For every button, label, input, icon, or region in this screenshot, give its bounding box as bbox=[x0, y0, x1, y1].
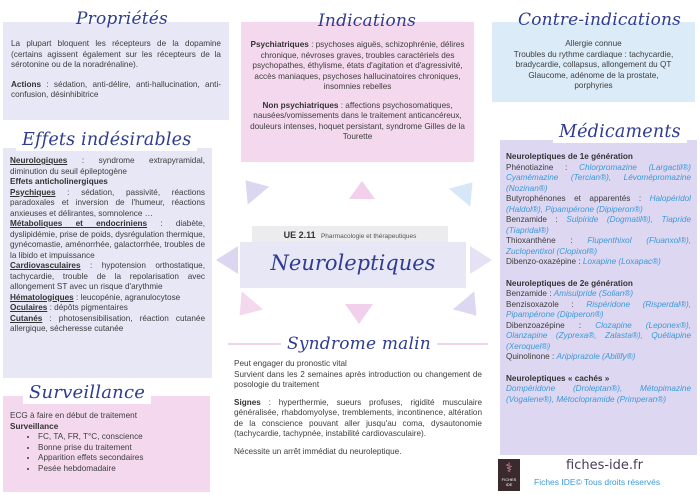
surveillance-title: Surveillance bbox=[23, 381, 151, 404]
syndrome-signes bbox=[234, 398, 482, 440]
butyro-label: Butyrophénones et apparentés : bbox=[506, 194, 650, 203]
indications-panel bbox=[241, 22, 474, 162]
footer-copyright: Fiches IDE© Tous droits réservés bbox=[534, 477, 661, 487]
gen2-title bbox=[506, 279, 691, 290]
caduceus-icon: ⚕ bbox=[505, 460, 513, 475]
actions-label: Actions bbox=[11, 79, 42, 89]
quino-label: Quinolinone : bbox=[506, 352, 557, 361]
center-title: Neuroleptiques bbox=[270, 251, 436, 275]
effets-title: Effets indésirables bbox=[16, 129, 197, 151]
list-item: • Bonne prise du traitement bbox=[38, 443, 203, 454]
contre-line: Glaucome, adénome de la prostate, bbox=[528, 70, 659, 80]
dibenzaz-label: Dibenzoazépine : bbox=[506, 320, 596, 330]
surveillance-panel bbox=[3, 396, 210, 492]
benzisox-drugs: Rispéridone (Risperdal®), Pipampérone (Dipiperon®) bbox=[506, 299, 691, 319]
effets-psy bbox=[10, 188, 205, 220]
med-butyro bbox=[506, 194, 691, 215]
caches-title-text: Neuroleptiques « cachés » bbox=[506, 373, 610, 383]
gen2-title-text: Neuroleptiques de 2e génération bbox=[506, 278, 633, 288]
effets-panel bbox=[3, 148, 212, 378]
gen1-title bbox=[506, 152, 691, 163]
signes-label: Signes bbox=[234, 397, 261, 407]
meta-label: Métaboliques et endocriniens bbox=[10, 219, 148, 228]
list-item: • FC, TA, FR, T°C, conscience bbox=[38, 432, 203, 443]
indications-psy bbox=[249, 40, 466, 93]
actions-text: : sédation, anti-délire, anti-hallucination, anti-confusion, désinhibitrice bbox=[11, 79, 221, 99]
psy-text: : psychoses aiguës, schizophrénie, délires chronique, névroses graves, troubles caractériels des psychopathes, éthylisme, états d'agitation et d'agressivité, accès maniaques, psychoses hallucinatoires chroniques, insomnies rebelles bbox=[252, 40, 465, 91]
neuro-text: : syndrome extrapyramidal, diminution du seuil épileptogène bbox=[10, 156, 205, 176]
medicaments-title: Médicaments bbox=[553, 121, 687, 143]
arrow-up-left-icon bbox=[235, 171, 269, 204]
logo bbox=[498, 459, 520, 491]
list-item: • Apparition effets secondaires bbox=[38, 453, 203, 464]
dibenzaz-drugs: Clozapine (Leponex®), Olanzapine (Zyprexa®, Zalasta®), Quétiapine (Xeroquel®) bbox=[506, 320, 691, 351]
contre-line: Troubles du rythme cardiaque : tachycardie, bradycardie, collapsus, allongement du QT bbox=[513, 49, 674, 69]
effets-ocul bbox=[10, 303, 205, 314]
ue-label: UE 2.11 bbox=[283, 230, 316, 240]
syndrome-panel bbox=[228, 343, 488, 495]
neuro-label: Neurologiques bbox=[10, 156, 68, 165]
cardio-text: : hypotension orthostatique, tachycardie, trouble de la repolarisation avec allongement ST avec un risque d'arythmie bbox=[10, 261, 205, 291]
dibenzo-drugs: Loxapine (Loxapac®) bbox=[582, 257, 661, 266]
effets-meta bbox=[10, 219, 205, 261]
benz2-label: Benzamide : bbox=[506, 289, 554, 298]
psy-label: Psychiatriques bbox=[250, 40, 309, 49]
arrow-down-icon bbox=[345, 304, 373, 324]
ocul-label: Oculaires bbox=[10, 303, 48, 312]
list-item: • Pesée hebdomadaire bbox=[38, 464, 203, 475]
benzamide-drugs: Sulpiride (Dogmatil®), Tiapride (Tiapridal®) bbox=[506, 215, 691, 235]
med-quino bbox=[506, 352, 691, 363]
cardio-label: Cardiovasculaires bbox=[10, 261, 81, 270]
meta-text: : diabète, dyslipidémie, prise de poids, dysrégulation thermique, gynécomastie, aménorrhée, galactorrhée, troubles de la libido et impuissance bbox=[10, 219, 205, 260]
gen1-title-text: Neuroleptiques de 1e génération bbox=[506, 152, 633, 161]
nonpsy-label: Non psychiatriques bbox=[262, 100, 339, 110]
med-benzamide bbox=[506, 215, 691, 236]
hemato-label: Hématologiques bbox=[10, 292, 74, 302]
cut-text: : photosensibilisation, réaction cutanée allergique, sécheresse cutanée bbox=[10, 313, 205, 333]
surveillance-text: ECG à faire en début de traitement bbox=[10, 411, 137, 420]
hemato-text: : leucopénie, agranulocytose bbox=[73, 292, 181, 302]
effets-neuro bbox=[10, 156, 205, 177]
proprietes-text: La plupart bloquent les récepteurs de la dopamine (certains agissent également sur les récepteurs de la sérotonine ou de la noradrénaline). bbox=[11, 39, 221, 69]
butyro-drugs: Halopéridol (Haldol®), Pipampérone (Dipiperon®) bbox=[506, 194, 691, 214]
proprietes-panel bbox=[3, 22, 229, 120]
ocul-text: : dépôts pigmentaires bbox=[47, 303, 128, 312]
effets-cardio bbox=[10, 261, 205, 293]
arrow-up-right-icon bbox=[449, 173, 483, 206]
effets-cut bbox=[10, 314, 205, 335]
effets-anticho bbox=[10, 177, 205, 188]
anticho-label: Effets anticholinergiques bbox=[10, 177, 108, 186]
ue-sub: Pharmacologie et thérapeutiques bbox=[320, 233, 417, 240]
caches-drugs: Dompéridone (Droleptan®), Métopimazine (Vogalene®), Métoclopramide (Primperan®) bbox=[506, 384, 691, 404]
arrow-down-right-icon bbox=[453, 291, 487, 324]
proprietes-actions bbox=[11, 80, 221, 101]
med-benz2 bbox=[506, 289, 691, 300]
med-thiox bbox=[506, 236, 691, 257]
med-caches bbox=[506, 384, 691, 405]
proprietes-title: Propriétés bbox=[76, 9, 168, 29]
indications-nonpsy bbox=[249, 101, 466, 143]
contre-line: Allergie connue bbox=[565, 39, 622, 48]
logo-text: FICHES IDE bbox=[501, 477, 517, 487]
benz2-drugs: Amisulpride (Solian®) bbox=[553, 289, 634, 298]
contre-line: porphyries bbox=[574, 81, 613, 90]
contre-panel bbox=[492, 22, 695, 102]
cut-label: Cutanés bbox=[10, 313, 43, 323]
syndrome-text: Peut engager du pronostic vital bbox=[234, 359, 347, 368]
nonpsy-text: : affections psychosomatiques, nausées/vomissements dans le traitement anticancéreux, douleurs intenses, hoquet persistant, syndrome Gilles de la Tourette bbox=[250, 100, 465, 141]
footer-site[interactable]: fiches-ide.fr bbox=[566, 458, 643, 473]
phenotiazine-label: Phénotiazine : bbox=[506, 162, 580, 172]
dibenzo-label: Dibenzo-oxazépine : bbox=[506, 257, 583, 266]
syndrome-conclusion: Nécessite un arrêt immédiat du neuroleptique. bbox=[234, 446, 402, 456]
benzamide-label: Benzamide : bbox=[506, 215, 567, 224]
effets-hemato bbox=[10, 293, 205, 304]
arrow-down-left-icon bbox=[229, 291, 263, 324]
thiox-drugs: Flupenthixol (Fluanxol®), Zuclopentixol (Clopixol®) bbox=[506, 236, 691, 256]
syndrome-text: Survient dans les 2 semaines après introduction ou changement de posologie du traitement bbox=[234, 369, 482, 389]
surveillance-label bbox=[10, 422, 203, 433]
psy-effets-label: Psychiques bbox=[10, 187, 56, 197]
med-phenotiazine bbox=[506, 163, 691, 195]
contre-title: Contre-indications bbox=[518, 10, 682, 30]
med-dibenzo bbox=[506, 257, 691, 268]
surveillance-list bbox=[10, 432, 203, 474]
med-benzisox bbox=[506, 300, 691, 321]
indications-title: Indications bbox=[318, 11, 417, 31]
medicaments-panel bbox=[500, 140, 697, 455]
med-dibenzaz bbox=[506, 321, 691, 353]
syndrome-title: Syndrome malin bbox=[281, 334, 437, 356]
center-title-panel bbox=[240, 242, 466, 288]
arrow-up-icon bbox=[349, 181, 375, 199]
arrow-left-icon bbox=[216, 246, 238, 274]
surveillance-label-text: Surveillance bbox=[10, 421, 59, 431]
thiox-label: Thioxanthène : bbox=[506, 236, 588, 245]
arrow-right-icon bbox=[470, 246, 492, 274]
benzisox-label: Benzisoxazole : bbox=[506, 299, 587, 309]
caches-title bbox=[506, 374, 691, 385]
quino-drugs: Aripiprazole (Abilify®) bbox=[556, 352, 636, 361]
phenotiazine-drugs: Chlorpromazine (Largactil®) Cyamémazine (Tercian®), Lévomépromazine (Nozinan®) bbox=[506, 162, 692, 193]
signes-text: : hyperthermie, sueurs profuses, rigidité musculaire généralisée, rhabdomyolyse, tremblements, incontinence, altération de la conscience pouvant aller jusqu'au coma, dysautonomie (tachycardie, tachypnée, instabilité cardiovasculaire). bbox=[234, 397, 482, 438]
psy-effets-text: : sédation, passivité, réactions paradoxales et inversion de l'humeur, réactions anxieuses et délirantes, somnolence … bbox=[10, 187, 205, 218]
